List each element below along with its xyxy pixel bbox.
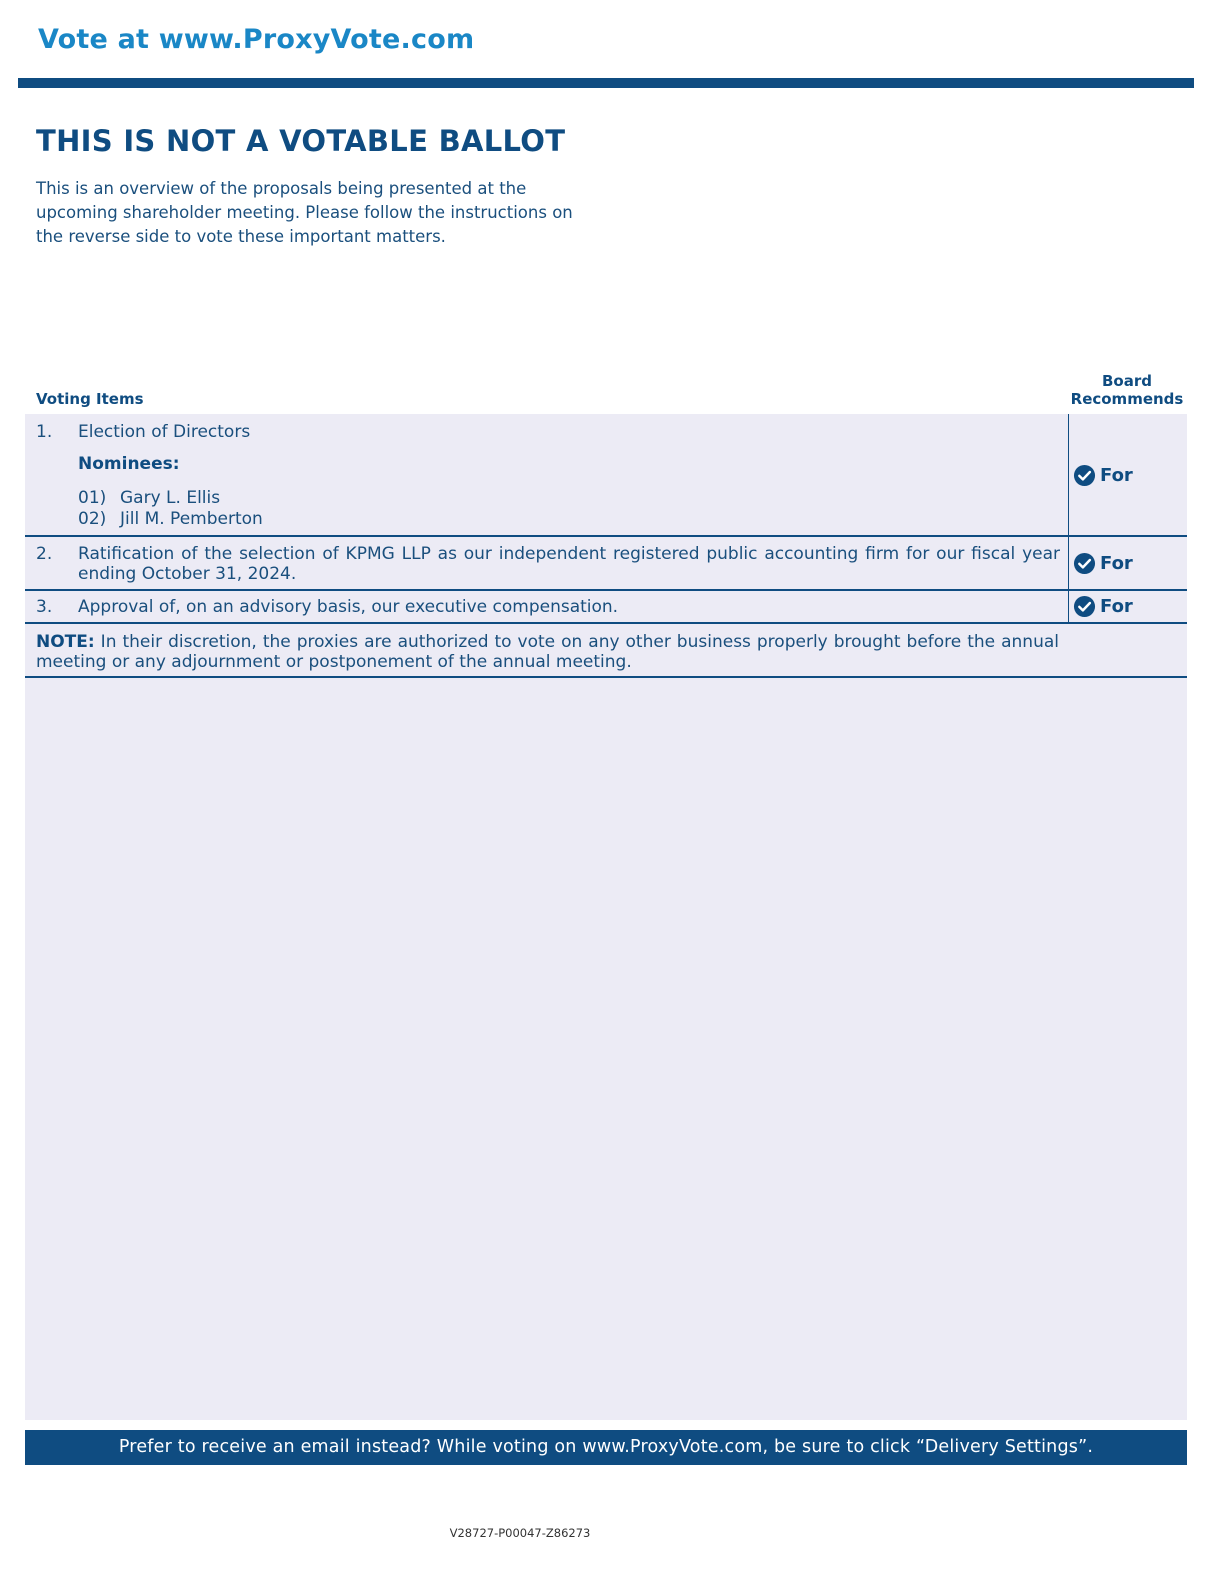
delivery-settings-banner: Prefer to receive an email instead? While voting on www.ProxyVote.com, be sure to click “Delivery Settings”. — [25, 1430, 1187, 1465]
note-row — [25, 624, 1187, 678]
check-circle-icon — [1073, 552, 1096, 575]
intro-line: the reverse side to vote these important matters. — [36, 227, 446, 246]
column-divider — [1068, 537, 1069, 589]
note-text — [36, 632, 1059, 672]
item-text: Approval of, on an advisory basis, our executive compensation. — [78, 597, 619, 617]
vote-url-header: Vote at www.ProxyVote.com — [38, 24, 475, 55]
note-body: In their discretion, the proxies are authorized to vote on any other business properly brought before the annual meeting or any adjournment or postponement of the annual meeting. — [36, 632, 1059, 672]
recommendation-label: For — [1100, 465, 1133, 486]
item-number: 3. — [36, 597, 53, 617]
intro-line: upcoming shareholder meeting. Please follow the instructions on — [36, 203, 573, 222]
nominees-label: Nominees: — [78, 454, 180, 474]
note-label: NOTE: — [36, 632, 95, 652]
item-text: Election of Directors — [78, 422, 251, 442]
nominee-number: 01) — [78, 488, 107, 508]
voting-item-row — [25, 414, 1187, 537]
nominee-entry — [78, 488, 220, 508]
nominee-name: Gary L. Ellis — [120, 488, 221, 508]
board-recommends-line2: Recommends — [1070, 390, 1184, 408]
page-title: THIS IS NOT A VOTABLE BALLOT — [36, 124, 566, 158]
board-recommends-heading — [1068, 372, 1186, 408]
nominee-entry — [78, 509, 263, 529]
header-rule — [18, 78, 1194, 88]
nominee-name: Jill M. Pemberton — [120, 509, 263, 529]
board-recommendation — [1073, 595, 1133, 618]
check-circle-icon — [1073, 595, 1096, 618]
document-code: V28727-P00047-Z86273 — [449, 1526, 591, 1540]
board-recommends-line1: Board — [1102, 372, 1152, 390]
board-recommendation — [1073, 464, 1133, 487]
check-circle-icon — [1073, 464, 1096, 487]
voting-items-heading: Voting Items — [36, 390, 144, 408]
board-recommendation — [1073, 552, 1133, 575]
intro-paragraph — [36, 177, 636, 249]
item-number: 2. — [36, 544, 53, 564]
item-text: Ratification of the selection of KPMG LLP as our independent registered public accounting firm for our fiscal year ending October 31, 2024. — [78, 544, 1060, 584]
item-number: 1. — [36, 422, 53, 442]
voting-item-row — [25, 537, 1187, 591]
column-divider — [1068, 591, 1069, 622]
recommendation-label: For — [1100, 553, 1133, 574]
column-divider — [1068, 414, 1069, 535]
nominee-number: 02) — [78, 509, 107, 529]
recommendation-label: For — [1100, 596, 1133, 617]
intro-line: This is an overview of the proposals being presented at the — [36, 179, 527, 198]
voting-item-row — [25, 591, 1187, 624]
